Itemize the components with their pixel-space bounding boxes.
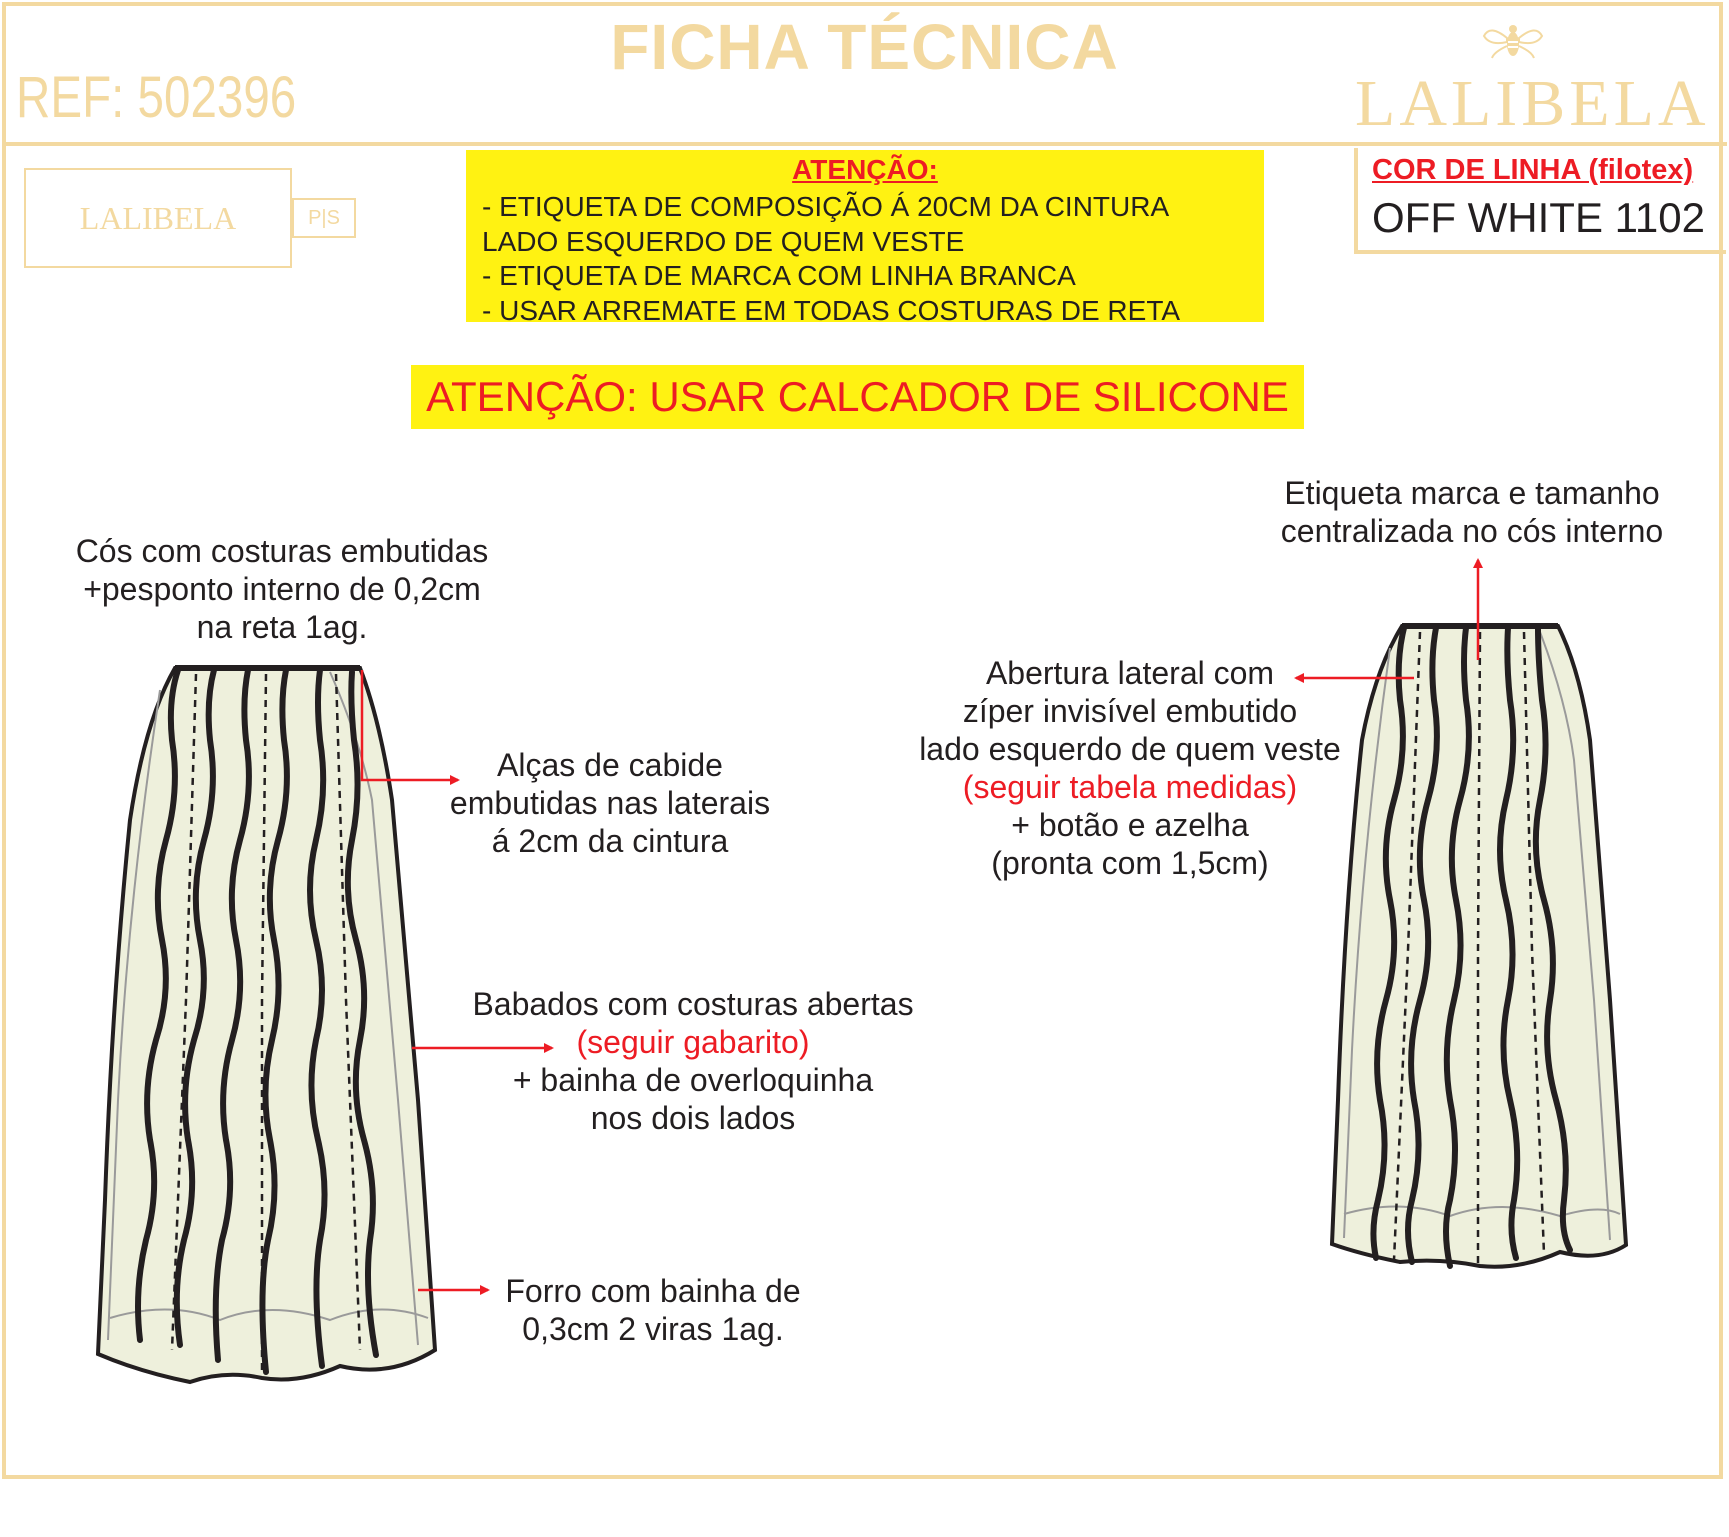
note-line: 0,3cm 2 viras 1ag. (522, 1311, 784, 1347)
skirt-front (98, 668, 435, 1382)
note-line: na reta 1ag. (196, 609, 368, 645)
note-line-red: (seguir gabarito) (576, 1024, 810, 1060)
note-line: Forro com bainha de (505, 1273, 801, 1309)
note-line: + botão e azelha (1011, 807, 1249, 843)
note-label-position (1262, 474, 1682, 550)
note-line: zíper invisível embutido (962, 693, 1298, 729)
note-zipper (900, 654, 1360, 882)
size-tag: P|S (292, 198, 356, 238)
note-ruffles (448, 985, 938, 1137)
skirt-back (1332, 626, 1626, 1267)
note-line: Babados com costuras abertas (472, 986, 914, 1022)
note-line-red: (seguir tabela medidas) (962, 769, 1298, 805)
brand-logo: LALIBELA (1355, 67, 1710, 140)
note-lining (488, 1272, 818, 1348)
attention-line: - ETIQUETA DE COMPOSIÇÃO Á 20CM DA CINTURA (482, 191, 1170, 222)
attention-line: LADO ESQUERDO DE QUEM VESTE (482, 225, 965, 257)
silicone-warning: ATENÇÃO: USAR CALCADOR DE SILICONE (411, 365, 1304, 429)
page-title: FICHA TÉCNICA (610, 11, 1119, 83)
note-line: (pronta com 1,5cm) (991, 845, 1269, 881)
note-line: Cós com costuras embutidas (75, 533, 489, 569)
note-line: + bainha de overloquinha (512, 1062, 874, 1098)
attention-title: ATENÇÃO: (792, 154, 938, 185)
note-line: nos dois lados (590, 1100, 796, 1136)
attention-line: - USAR ARREMATE EM TODAS COSTURAS DE RETA (482, 294, 1181, 326)
note-hanger-loops (430, 746, 790, 860)
thread-color-value: OFF WHITE 1102 (1372, 194, 1705, 241)
thread-color-title: COR DE LINHA (filotex) (1372, 154, 1694, 186)
reference-code: REF: 502396 (16, 65, 297, 130)
note-line: á 2cm da cintura (491, 823, 729, 859)
note-line: Etiqueta marca e tamanho (1284, 475, 1660, 511)
note-line: centralizada no cós interno (1280, 513, 1664, 549)
note-line: Alças de cabide (497, 747, 723, 783)
note-line: +pesponto interno de 0,2cm (83, 571, 481, 607)
note-line: lado esquerdo de quem veste (919, 731, 1341, 767)
brand-label-box: LALIBELA (24, 168, 292, 268)
attention-line: - ETIQUETA DE MARCA COM LINHA BRANCA (482, 260, 1076, 291)
note-line: Abertura lateral com (985, 655, 1275, 691)
note-line: embutidas nas laterais (449, 785, 771, 821)
note-waistband (52, 532, 512, 646)
